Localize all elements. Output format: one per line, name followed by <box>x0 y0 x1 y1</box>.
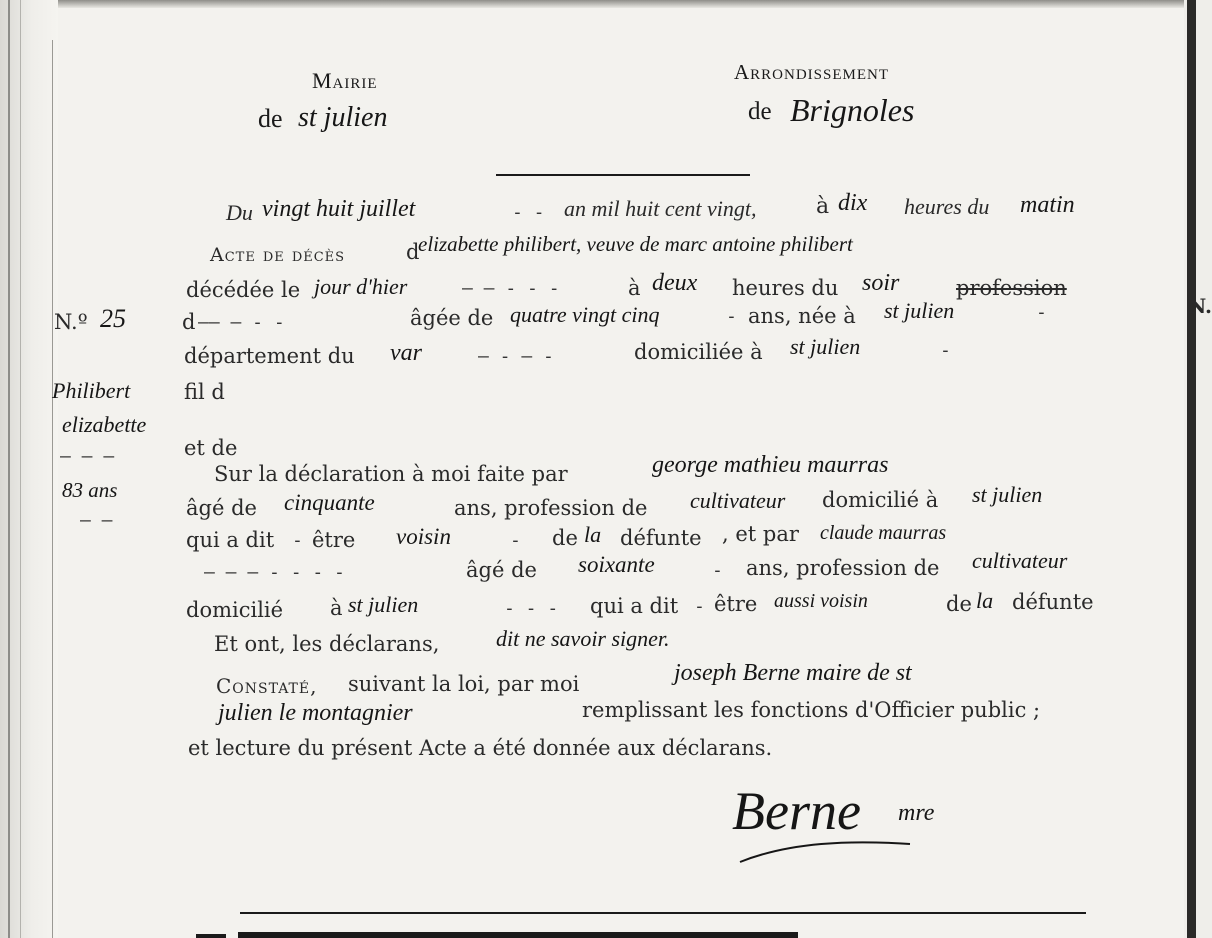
death-day-dashes: — — - - - <box>462 278 560 299</box>
period-hand: matin <box>1020 192 1075 218</box>
bottom-rule <box>240 912 1086 914</box>
death-day-hand: jour d'hier <box>314 274 408 299</box>
margin-dashes-2: — — <box>80 510 113 531</box>
department-dashes: — - — - <box>478 346 554 367</box>
age-hand: quatre vingt cinq <box>510 302 660 327</box>
decl1-domicilie-label: domicilié à <box>822 488 939 512</box>
et-par-label: , et par <box>722 522 799 546</box>
decl2-domicilie-label: domicilié <box>186 598 284 622</box>
age-dash: - <box>726 306 737 327</box>
fil-d-label: fil d <box>184 380 225 404</box>
arrondissement-label: Arrondissement <box>734 60 890 84</box>
domiciliee-label: domiciliée à <box>634 340 763 364</box>
death-period-hand: soir <box>862 270 900 296</box>
arrondissement-de: de <box>748 98 772 125</box>
decl2-dom-dashes: - - - <box>504 598 559 619</box>
department-hand: var <box>390 340 422 366</box>
remplissant-label: remplissant les fonctions d'Officier public ; <box>582 698 1041 722</box>
officer-signature: Berne <box>732 781 861 841</box>
profession-struck: profession <box>956 276 1067 300</box>
la2-hand: la <box>976 588 994 613</box>
domicile-dash: - <box>940 340 951 361</box>
margin-surname: Philibert <box>52 378 131 403</box>
etre2-label: être <box>714 592 758 616</box>
entry-number: 25 <box>100 304 126 333</box>
qui-a-dit2-label: qui a dit <box>590 594 679 618</box>
domicile-hand: st julien <box>790 334 861 359</box>
adjacent-page-number: N. <box>1188 294 1212 318</box>
acte-label: Acte de décès <box>210 244 346 266</box>
death-heures-label: heures du <box>732 276 839 300</box>
birthplace-dash: - <box>1036 302 1047 323</box>
et-ont-label: Et ont, les déclarans, <box>214 632 440 656</box>
decl2-a-label: à <box>330 596 343 620</box>
decl2-ans-prof-label: ans, profession de <box>746 556 940 580</box>
declarant2-relation: aussi voisin <box>774 590 868 612</box>
margin-age: 83 ans <box>62 478 118 502</box>
signature-title: mre <box>898 800 935 826</box>
departement-label: département du <box>184 344 355 368</box>
declarant1-name: george mathieu maurras <box>652 452 889 478</box>
birthplace-hand: st julien <box>884 298 955 323</box>
qui-a-dit2-dash: - <box>694 596 705 617</box>
bottom-rule-next <box>238 932 798 938</box>
constate-rest: suivant la loi, par moi <box>348 672 580 696</box>
mairie-de: de <box>258 104 283 133</box>
sur-la-label: Sur la déclaration à moi faite par <box>214 462 568 486</box>
qui-a-dit-label: qui a dit <box>186 528 275 552</box>
bottom-rule-left <box>196 934 226 938</box>
de2-label: de <box>946 592 972 616</box>
la-hand: la <box>584 522 602 547</box>
decl1-age-label: âgé de <box>186 496 257 520</box>
signature-flourish <box>730 822 930 872</box>
arrondissement-name: Brignoles <box>790 92 915 128</box>
defunte2-label: défunte <box>1012 590 1094 614</box>
age-label: âgée de <box>410 306 494 330</box>
relation-dash: - <box>510 530 521 551</box>
mairie-label: Mairie <box>312 68 378 93</box>
decl1-ans-prof-label: ans, profession de <box>454 496 648 520</box>
officer-name: joseph Berne maire de st <box>674 660 912 686</box>
death-hour-hand: deux <box>652 270 698 296</box>
margin-dashes: — — — <box>60 446 115 467</box>
hour-hand: dix <box>838 190 868 216</box>
de-label: de <box>552 526 578 550</box>
decl2-age-dash: - <box>712 560 723 581</box>
date-dashes: - - <box>512 202 545 223</box>
entry-number-label: N.º <box>54 310 88 334</box>
declarant1-relation: voisin <box>396 524 451 549</box>
death-a-label: à <box>628 276 641 300</box>
constate-label: Constaté, <box>216 674 318 698</box>
a-label: à <box>816 194 830 219</box>
declarant2-age: soixante <box>578 552 655 577</box>
line11-dashes: — — — - - - - <box>204 562 345 583</box>
qui-a-dit-dash: - <box>292 530 303 551</box>
top-shadow <box>0 0 1184 8</box>
declarant2-name: claude maurras <box>820 522 947 544</box>
margin-firstname: elizabette <box>62 412 147 437</box>
lecture-label: et lecture du présent Acte a été donnée aux déclarans. <box>188 736 773 760</box>
deceased-name-hand: elizabette philibert, veuve de marc antoine philibert <box>418 232 853 256</box>
line4-d: d <box>182 310 196 334</box>
declarant2-profession: cultivateur <box>972 548 1068 573</box>
line4-dashes: —— — - - <box>198 312 285 333</box>
defunte-label: défunte <box>620 526 702 550</box>
acte-d: d <box>406 240 420 264</box>
du-label: Du <box>226 200 253 225</box>
header-rule <box>496 174 750 176</box>
declarant1-domicile: st julien <box>972 482 1043 507</box>
decl2-age-label: âgé de <box>466 558 537 582</box>
right-page-edge <box>1184 0 1212 938</box>
officer-commune: julien le montagnier <box>218 700 413 726</box>
signature-statement: dit ne savoir signer. <box>496 626 670 651</box>
ans-nee-label: ans, née à <box>748 304 856 328</box>
declarant2-domicile: st julien <box>348 592 419 617</box>
decedee-le-label: décédée le <box>186 278 301 302</box>
declarant1-profession: cultivateur <box>690 488 786 513</box>
mairie-name: st julien <box>298 102 388 133</box>
date-hand: vingt huit juillet <box>262 196 416 222</box>
declarant1-age: cinquante <box>284 490 375 515</box>
etre-label: être <box>312 528 356 552</box>
heures-du-label: heures du <box>904 194 990 219</box>
et-de-label: et de <box>184 436 238 460</box>
left-binding <box>0 0 58 938</box>
year-label: an mil huit cent vingt, <box>564 196 757 221</box>
